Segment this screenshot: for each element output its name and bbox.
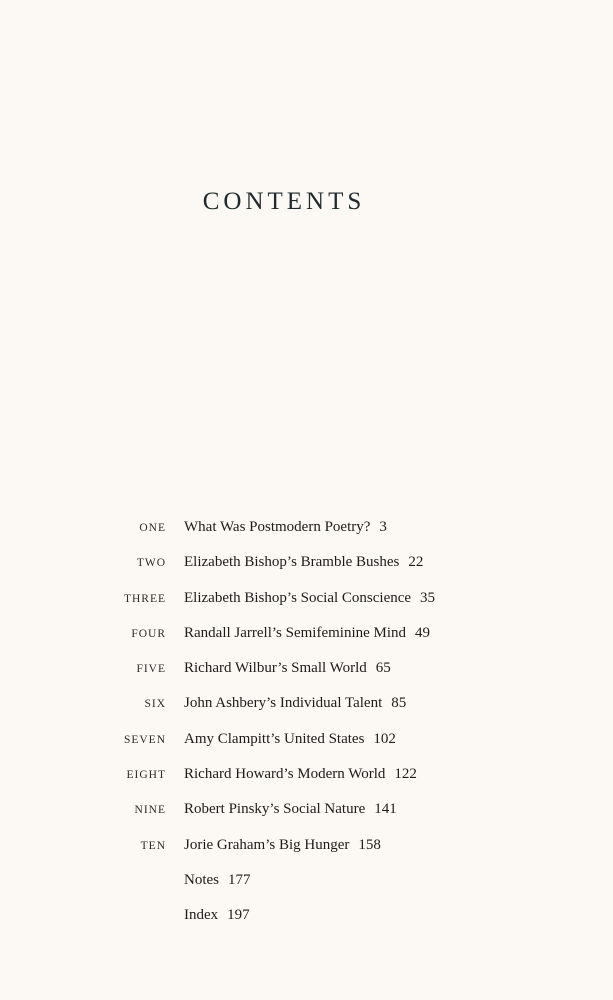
chapter-entry: [184, 512, 387, 542]
chapter-entry: [184, 583, 435, 613]
chapter-title: Jorie Graham’s Big Hunger: [184, 836, 350, 853]
chapter-entry: [184, 759, 417, 789]
page-number: 49: [415, 624, 431, 641]
chapter-number: SEVEN: [123, 733, 166, 746]
table-of-contents: [0, 512, 613, 936]
chapter-entry: [184, 794, 397, 824]
chapter-title: John Ashbery’s Individual Talent: [184, 695, 383, 712]
chapter-entry: [184, 865, 251, 895]
toc-entry: [0, 865, 613, 900]
page-number: 22: [408, 554, 424, 571]
chapter-number: NINE: [134, 804, 166, 817]
toc-entry: [0, 688, 613, 723]
page-number: 141: [374, 801, 397, 818]
page-number: 35: [420, 589, 436, 606]
page-number: 85: [391, 695, 407, 712]
page-number: 102: [373, 730, 396, 747]
page-number: 122: [394, 766, 417, 783]
chapter-number: TWO: [136, 557, 166, 570]
chapter-title: What Was Postmodern Poetry?: [184, 519, 371, 535]
toc-entry: [0, 724, 613, 759]
toc-entry: [0, 759, 613, 794]
chapter-number: FOUR: [131, 627, 166, 640]
chapter-number: SIX: [144, 698, 166, 711]
page-number: 158: [358, 836, 381, 853]
contents-heading: CONTENTS: [202, 188, 366, 215]
toc-entry: [0, 653, 613, 688]
toc-entry: [0, 618, 613, 653]
chapter-number: THREE: [123, 592, 166, 605]
chapter-title: Notes: [184, 871, 219, 888]
chapter-entry: [184, 688, 406, 718]
page-number: 177: [228, 871, 251, 888]
toc-entry: [0, 794, 613, 829]
chapter-title: Randall Jarrell’s Semifeminine Mind: [184, 624, 407, 641]
chapter-entry: [184, 724, 396, 754]
chapter-title: Index: [184, 907, 219, 924]
toc-entry: [0, 900, 613, 935]
chapter-number: EIGHT: [126, 769, 166, 782]
chapter-title: Elizabeth Bishop’s Bramble Bushes: [184, 554, 400, 571]
page-number: 197: [227, 907, 250, 924]
chapter-number: ONE: [139, 522, 166, 534]
chapter-number: TEN: [140, 839, 166, 852]
page-number: 3: [379, 519, 387, 535]
chapter-number: FIVE: [136, 663, 166, 676]
chapter-title: Richard Wilbur’s Small World: [184, 660, 367, 677]
toc-entry: [0, 512, 613, 547]
chapter-title: Elizabeth Bishop’s Social Conscience: [184, 589, 412, 606]
chapter-entry: [184, 547, 423, 577]
toc-entry: [0, 583, 613, 618]
chapter-title: Amy Clampitt’s United States: [184, 730, 365, 747]
page-number: 65: [375, 660, 391, 677]
toc-entry: [0, 830, 613, 865]
chapter-title: Richard Howard’s Modern World: [184, 766, 386, 783]
chapter-entry: [184, 830, 381, 860]
chapter-title: Robert Pinsky’s Social Nature: [184, 801, 366, 818]
chapter-entry: [184, 618, 430, 648]
chapter-entry: [184, 653, 391, 683]
toc-entry: [0, 547, 613, 582]
chapter-entry: [184, 900, 250, 930]
